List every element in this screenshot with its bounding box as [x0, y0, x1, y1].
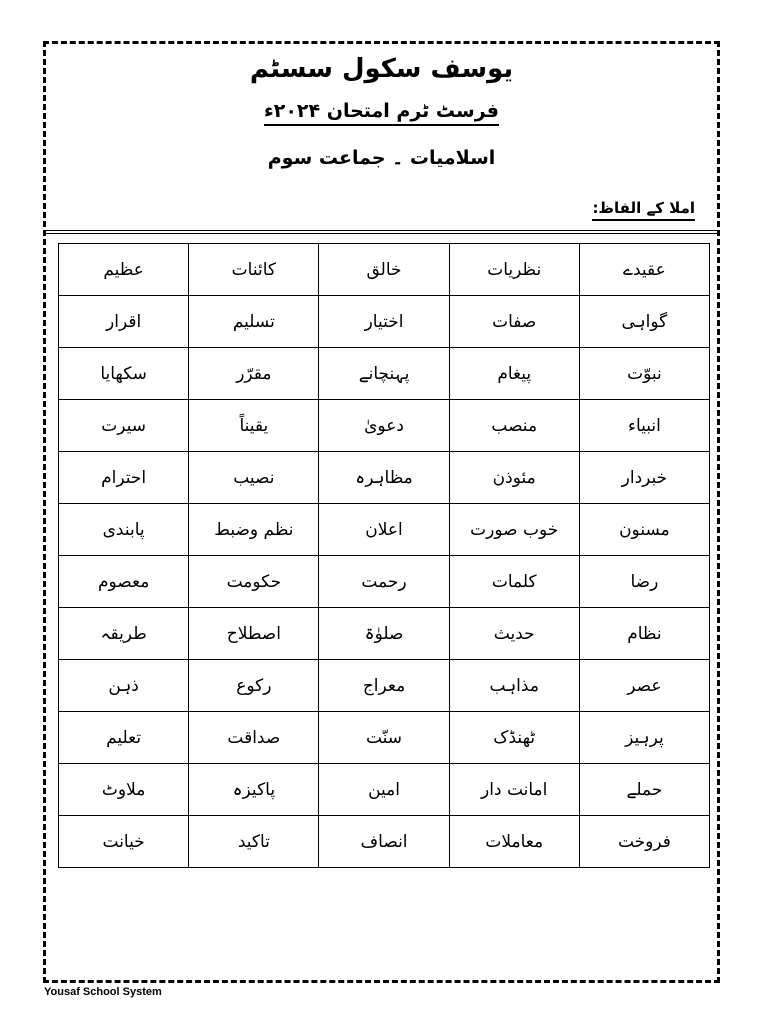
- word-cell: خالق: [319, 244, 449, 296]
- table-row: [59, 556, 710, 608]
- word-cell: ذہن: [59, 660, 189, 712]
- header-divider: [46, 230, 717, 234]
- word-cell: رضا: [579, 556, 709, 608]
- school-name: یوسف سکول سسٹم: [249, 54, 514, 84]
- word-cell: کائنات: [189, 244, 319, 296]
- word-cell: عقیدے: [579, 244, 709, 296]
- dictation-words-table: [58, 243, 710, 868]
- word-cell: پیغام: [449, 348, 579, 400]
- word-cell: معاملات: [449, 816, 579, 868]
- footer-school-name: Yousaf School System: [44, 986, 162, 998]
- table-row: [59, 400, 710, 452]
- word-cell: سنّت: [319, 712, 449, 764]
- word-cell: مئوذن: [449, 452, 579, 504]
- word-cell: امین: [319, 764, 449, 816]
- word-cell: تسلیم: [189, 296, 319, 348]
- page-border: [43, 41, 720, 983]
- word-cell: نصیب: [189, 452, 319, 504]
- word-cell: مقرّر: [189, 348, 319, 400]
- word-cell: صلوٰۃ: [319, 608, 449, 660]
- table-row: [59, 296, 710, 348]
- table-row: [59, 660, 710, 712]
- word-cell: عظیم: [59, 244, 189, 296]
- table-row: [59, 764, 710, 816]
- word-cell: پابندی: [59, 504, 189, 556]
- word-cell: کلمات: [449, 556, 579, 608]
- word-cell: سکھایا: [59, 348, 189, 400]
- word-cell: مسنون: [579, 504, 709, 556]
- word-cell: خیانت: [59, 816, 189, 868]
- word-cell: پہنچانے: [319, 348, 449, 400]
- word-cell: سیرت: [59, 400, 189, 452]
- header: [46, 44, 717, 234]
- word-cell: اقرار: [59, 296, 189, 348]
- word-cell: نظریات: [449, 244, 579, 296]
- word-cell: نظم وضبط: [189, 504, 319, 556]
- exam-title-wrap: [46, 100, 717, 122]
- word-cell: رکوع: [189, 660, 319, 712]
- word-cell: نظام: [579, 608, 709, 660]
- word-cell: عصر: [579, 660, 709, 712]
- word-cell: تاکید: [189, 816, 319, 868]
- word-cell: مظاہرہ: [319, 452, 449, 504]
- word-cell: تعلیم: [59, 712, 189, 764]
- exam-title: فرسٹ ٹرم امتحان ۲۰۲۴ء: [264, 100, 499, 126]
- word-cell: اعلان: [319, 504, 449, 556]
- word-cell: ٹھنڈک: [449, 712, 579, 764]
- word-cell: صداقت: [189, 712, 319, 764]
- word-cell: صفات: [449, 296, 579, 348]
- word-cell: حملے: [579, 764, 709, 816]
- table-row: [59, 348, 710, 400]
- word-cell: خبردار: [579, 452, 709, 504]
- word-cell: خوب صورت: [449, 504, 579, 556]
- word-cell: ملاوٹ: [59, 764, 189, 816]
- word-cell: فروخت: [579, 816, 709, 868]
- table-row: [59, 712, 710, 764]
- word-cell: گواہی: [579, 296, 709, 348]
- word-cell: حدیث: [449, 608, 579, 660]
- table-row: [59, 244, 710, 296]
- word-cell: رحمت: [319, 556, 449, 608]
- subject-line: اسلامیات ۔ جماعت سوم: [267, 147, 496, 169]
- word-cell: انبیاء: [579, 400, 709, 452]
- word-cell: امانت دار: [449, 764, 579, 816]
- word-cell: منصب: [449, 400, 579, 452]
- word-cell: دعویٰ: [319, 400, 449, 452]
- table-row: [59, 816, 710, 868]
- word-cell: پاکیزہ: [189, 764, 319, 816]
- word-cell: احترام: [59, 452, 189, 504]
- word-cell: اصطلاح: [189, 608, 319, 660]
- word-cell: اختیار: [319, 296, 449, 348]
- word-cell: مذاہب: [449, 660, 579, 712]
- word-cell: پرہیز: [579, 712, 709, 764]
- dictation-label: املا کے الفاظ:: [592, 199, 695, 221]
- word-cell: انصاف: [319, 816, 449, 868]
- table-row: [59, 504, 710, 556]
- word-cell: طریقہ: [59, 608, 189, 660]
- word-cell: حکومت: [189, 556, 319, 608]
- word-cell: یقیناً: [189, 400, 319, 452]
- table-row: [59, 452, 710, 504]
- words-table-body: [59, 244, 710, 868]
- word-cell: معصوم: [59, 556, 189, 608]
- word-cell: نبوّت: [579, 348, 709, 400]
- table-row: [59, 608, 710, 660]
- word-cell: معراج: [319, 660, 449, 712]
